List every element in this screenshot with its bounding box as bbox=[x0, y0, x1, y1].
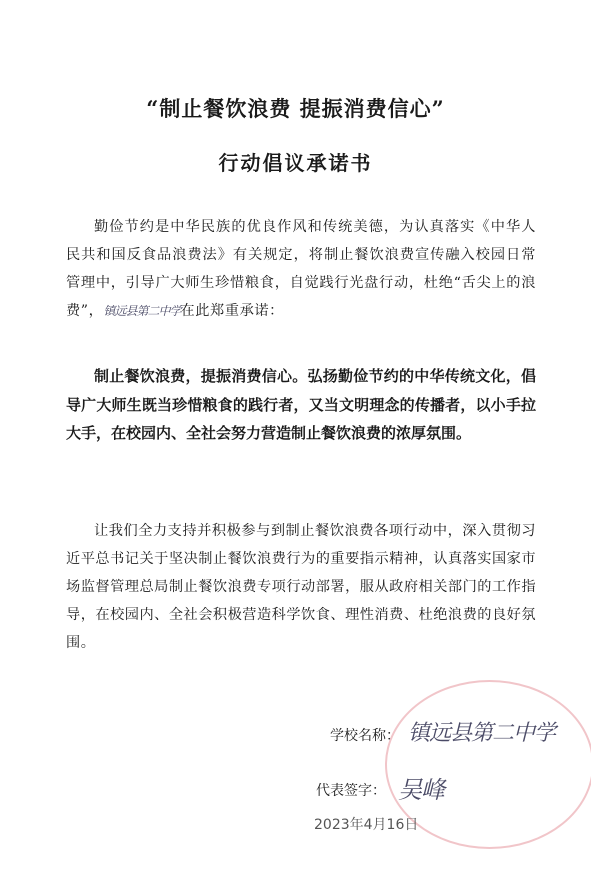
document-title: “制止餐饮浪费 提振消费信心” bbox=[146, 96, 445, 121]
paragraph-1 bbox=[66, 213, 536, 325]
paragraph-2: 制止餐饮浪费，提振消费信心。弘扬勤俭节约的中华传统文化，倡导广大师生既当珍惜粮食的践行者，又当文明理念的传播者，以小手拉大手，在校园内、全社会努力营造制止餐饮浪费的浓厚氛围。 bbox=[66, 367, 536, 442]
paragraph-3: 让我们全力支持并积极参与到制止餐饮浪费各项行动中，深入贯彻习近平总书记关于坚决制止餐饮浪费行为的重要指示精神，认真落实国家市场监督管理总局制止餐饮浪费专项行动部署，服从政府相关部门的工作指导，在校园内、全社会积极营造科学饮食、理性消费、杜绝浪费的良好氛围。 bbox=[66, 523, 537, 651]
handwritten-school-inline: 镇远县第二中学 bbox=[103, 304, 181, 318]
paragraph-1-tail: 在此郑重承诺： bbox=[180, 303, 284, 319]
representative-label: 代表签字： bbox=[316, 783, 386, 799]
signing-date: 2023年4月16日 bbox=[314, 817, 419, 833]
representative-signature: 吴峰 bbox=[398, 776, 444, 804]
paragraph-1-text: 勤俭节约是中华民族的优良作风和传统美德，为认真落实《中华人民共和国反食品浪费法》有关规定，将制止餐饮浪费宣传融入校园日常管理中，引导广大师生珍惜粮食，自觉践行光盘行动，杜绝“舌尖上的浪费”， bbox=[66, 219, 536, 319]
school-name-label: 学校名称： bbox=[330, 728, 400, 744]
school-name-signature: 镇远县第二中学 bbox=[408, 721, 556, 746]
document-subtitle: 行动倡议承诺书 bbox=[218, 151, 373, 175]
